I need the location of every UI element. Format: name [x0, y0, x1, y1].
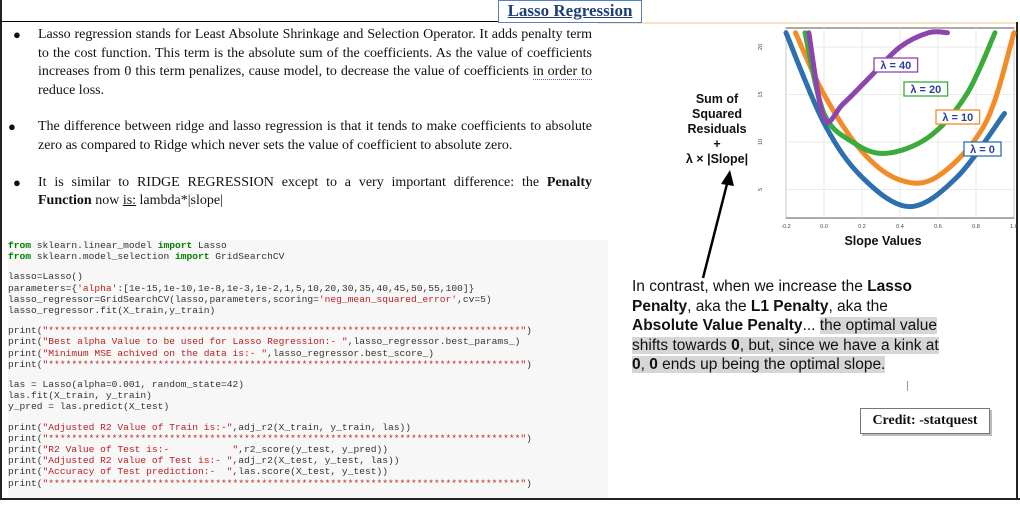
y-tick-label: 5 [758, 187, 764, 192]
code-line: print("Adjusted R2 Value of Train is:-",adj_r2(X_train, y_train, las)) [8, 421, 412, 433]
code-line: print("Best alpha Value to be used for Lasso Regression:- ",lasso_regressor.best_params_) [8, 336, 521, 348]
code-line: from sklearn.linear_model import Lasso [8, 240, 227, 251]
bullet-2-text: The difference between ridge and lasso regression is that it tends to make coefficients to absolute zero as compared to Ridge which never sets the value of coefficient to absolute zero. [38, 119, 592, 153]
y-axis-label: Sum of Squared Residuals + λ × |Slope| [685, 92, 749, 166]
code-line: print("Minimum MSE achived on the data is:- ",lasso_regressor.best_score_) [8, 347, 435, 359]
bullet-3-text-c: lambda*|slope| [136, 193, 223, 209]
code-line: print("**********************************************************************************") [8, 432, 532, 444]
x-tick-label: 1.0 [1010, 224, 1018, 230]
text-cursor [907, 381, 908, 391]
bullet-1-text: Lasso regression stands for Least Absolute Shrinkage and Selection Operator. It adds penalty term to the cost function. This term is the absolute sum of the coefficients. As the value of coefficients increases from 0 this term penalizes, cause model, to decrease the value of coefficients [38, 27, 592, 80]
x-tick-label: 0.8 [972, 224, 980, 230]
x-axis-title: Slope Values [844, 234, 922, 248]
bullet-3-bold: Penalty Function [38, 174, 592, 209]
code-line: lasso_regressor.fit(X_train,y_train) [8, 305, 216, 317]
bottom-frame-line [0, 498, 1020, 500]
y-tick-label: 20 [758, 43, 764, 51]
lasso-penalty-chart [748, 26, 1018, 254]
bullet-3-underlined: is: [122, 193, 137, 209]
highlight-text: the optimal value shifts towards 0, but, since we have a kink at 0, 0 ends up being the optimal slope. [632, 317, 939, 373]
code-line: print("**********************************************************************************") [8, 325, 532, 337]
bullet-item-2 [0, 118, 600, 155]
contrast-paragraph: In contrast, when we increase the Lasso Penalty, aka the L1 Penalty, aka the Absolute Value Penalty... the optimal value shifts towards 0, but, since we have a kink at 0, 0 ends up being the optimal slope. [632, 278, 939, 373]
code-line: y_pred = las.predict(X_test) [8, 401, 170, 413]
y-tick-label: 15 [758, 91, 764, 98]
pointer-arrow [690, 166, 750, 282]
x-tick-label: -0.2 [781, 224, 791, 230]
bullet-dot-icon: ● [13, 27, 21, 42]
page-title: Lasso Regression [498, 0, 642, 23]
y-tick-label: 10 [758, 138, 764, 146]
x-tick-label: 0.2 [858, 224, 866, 230]
bullet-1-dotted-phrase: in order to [532, 64, 592, 80]
legend-label: λ = 20 [910, 84, 942, 96]
bullet-dot-icon: ● [8, 119, 16, 135]
x-tick-label: 0.4 [896, 224, 904, 230]
legend-label: λ = 40 [880, 60, 912, 72]
x-tick-label: 0.6 [934, 224, 942, 230]
right-frame-top [598, 22, 1018, 24]
code-line: lasso_regressor=GridSearchCV(lasso,parameters,scoring='neg_mean_squared_error',cv=5) [8, 293, 492, 305]
code-line: las = Lasso(alpha=0.001, random_state=42) [8, 379, 245, 391]
bullet-item-1 [0, 26, 600, 100]
bullet-item-3 [0, 174, 600, 211]
code-line: las.fit(X_train, y_train) [8, 390, 152, 402]
bullet-dot-icon: ● [13, 174, 21, 190]
code-line: print("R2 Value of Test is:- ",r2_score(y_test, y_pred)) [8, 444, 388, 456]
code-line: print("Adjusted R2 value of Test is:- ",adj_r2(X_test, y_test, las)) [8, 455, 400, 467]
code-line: lasso=Lasso() [8, 271, 83, 283]
bullet-list [0, 26, 600, 229]
code-block [8, 240, 608, 498]
bullet-3-text-a: It is similar to RIDGE REGRESSION except to a very important difference: the [38, 174, 547, 190]
code-line: print("**********************************************************************************") [8, 477, 532, 489]
x-tick-label: 0.0 [820, 224, 828, 230]
legend-label: λ = 10 [942, 112, 974, 124]
bullet-3-text-b: now [91, 193, 123, 209]
credit-box: Credit: -statquest [860, 408, 990, 434]
bullet-1-tail: reduce loss. [38, 82, 105, 98]
code-line: parameters={'alpha':[1e-15,1e-10,1e-8,1e-3,1e-2,1,5,10,20,30,35,40,45,50,55,100]} [8, 282, 475, 294]
legend-label: λ = 0 [970, 144, 995, 156]
code-line: print("Accuracy of Test prediction:- ",las.score(X_test, y_test)) [8, 466, 388, 478]
code-line: print("**********************************************************************************") [8, 358, 532, 370]
code-line: from sklearn.model_selection import GridSearchCV [8, 251, 285, 263]
